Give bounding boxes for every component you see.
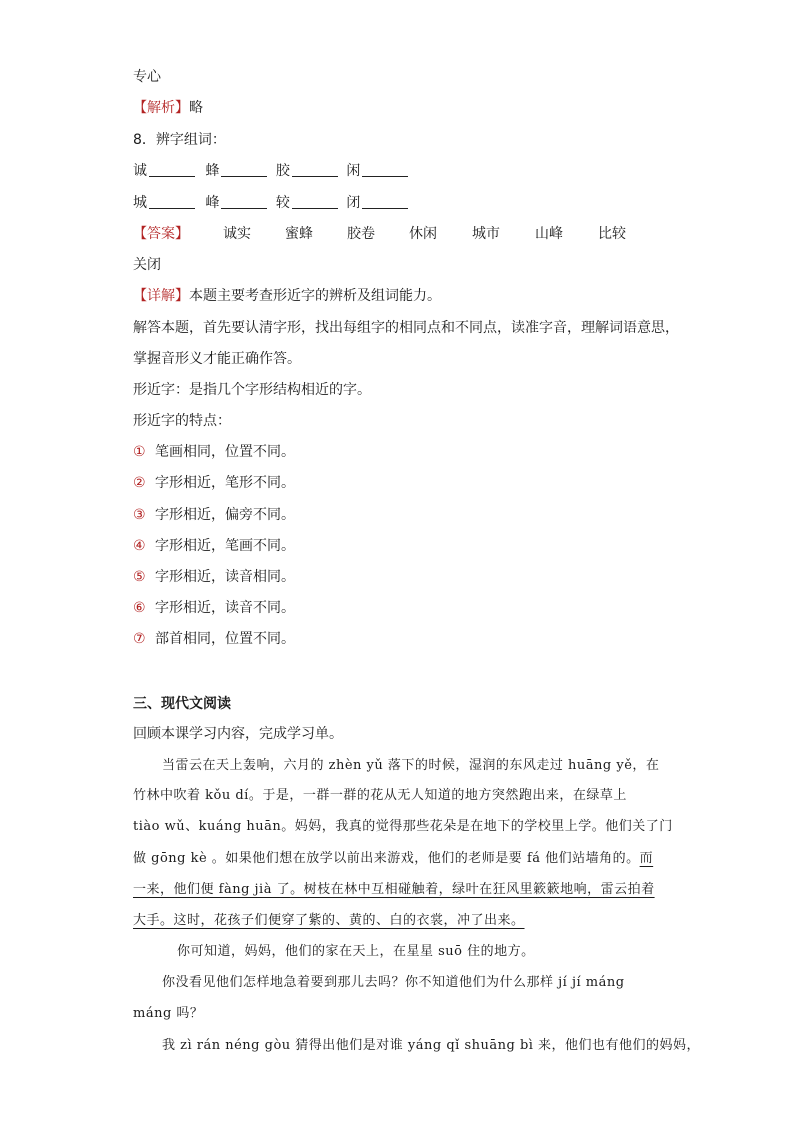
feature-item (133, 629, 295, 649)
feature-number: ⑥ (133, 600, 146, 616)
detail-text: 本题主要考查形近字的辨析及组词能力。 (189, 288, 441, 304)
answer-blank (221, 194, 267, 209)
feature-item (133, 598, 295, 618)
feature-number: ① (133, 444, 146, 460)
definition-line: 形近字：是指几个字形结构相近的字。 (133, 382, 371, 398)
answer-word: 山峰 (535, 226, 563, 242)
word-cell: 峰 (205, 193, 271, 213)
word-cell: 诚 (133, 161, 201, 181)
feature-text: 字形相近，笔画不同。 (155, 538, 295, 554)
word-cell: 胶 (276, 161, 342, 181)
feature-text: 字形相近，偏旁不同。 (155, 507, 295, 523)
jiexi-text: 略 (189, 100, 203, 116)
feature-item (133, 442, 295, 462)
word-cell: 闲 (346, 161, 412, 181)
answer-blank (362, 194, 408, 209)
features-title: 形近字的特点： (133, 413, 231, 429)
feature-text: 字形相近，读音不同。 (155, 600, 295, 616)
passage-line-underlined: 大手。这时，花孩子们便穿了紫的、黄的、白的衣裳，冲了出来。 (133, 913, 525, 928)
passage-line: 竹林中吹着 kǒu dí。于是，一群一群的花从无人知道的地方突然跑出来，在绿草上 (133, 788, 627, 803)
answer-word: 比较 (598, 226, 626, 242)
answer-line (133, 224, 626, 244)
section-3-title: 三、现代文阅读 (133, 696, 231, 712)
answer-last: 关闭 (133, 257, 161, 273)
passage-line: 当雷云在天上轰响，六月的 zhèn yǔ 落下的时候，湿润的东风走过 huāng yě，在 (162, 758, 660, 773)
answer-blank (221, 162, 267, 177)
passage-line: 你没看见他们怎样地急着要到那儿去吗？你不知道他们为什么那样 jí jí máng (162, 975, 625, 990)
word-cell: 闭 (346, 193, 412, 213)
section-3-intro: 回顾本课学习内容，完成学习单。 (133, 726, 343, 742)
feature-text: 字形相近，笔形不同。 (155, 475, 295, 491)
word-row-1 (133, 161, 412, 181)
feature-number: ⑤ (133, 569, 146, 585)
top-answer: 专心 (133, 69, 161, 85)
word-cell: 蜂 (205, 161, 271, 181)
passage-line: máng 吗？ (133, 1006, 204, 1021)
para1-line2: 掌握音形义才能正确作答。 (133, 351, 301, 367)
jiexi-label: 【解析】 (133, 100, 189, 116)
detail-line (133, 286, 441, 306)
answer-word: 城市 (472, 226, 500, 242)
feature-item (133, 567, 295, 587)
feature-number: ② (133, 475, 146, 491)
feature-text: 部首相同，位置不同。 (155, 631, 295, 647)
answer-blank (362, 162, 408, 177)
word-cell: 较 (276, 193, 342, 213)
word-row-2 (133, 193, 412, 213)
jiexi-line (133, 98, 203, 118)
feature-number: ⑦ (133, 631, 146, 647)
answer-word: 胶卷 (347, 226, 375, 242)
feature-item (133, 473, 295, 493)
passage-line: 我 zì rán néng gòu 猜得出他们是对谁 yáng qǐ shuāng bì 来，他们也有他们的妈妈， (162, 1038, 701, 1053)
answer-word: 休闲 (409, 226, 437, 242)
feature-item (133, 505, 295, 525)
feature-number: ④ (133, 538, 146, 554)
answer-blank (292, 162, 338, 177)
detail-label: 【详解】 (133, 288, 189, 304)
feature-number: ③ (133, 507, 146, 523)
answer-label: 【答案】 (133, 226, 189, 242)
passage-line: 做 gōng kè 。如果他们想在放学以前出来游戏，他们的老师是要 fá 他们站墙角的。而 (133, 851, 654, 866)
question-8-title: 8．辨字组词： (133, 132, 226, 148)
answer-blank (149, 194, 195, 209)
passage-line: 你可知道，妈妈，他们的家在天上，在星星 suō 住的地方。 (177, 944, 535, 959)
passage-line: tiào wǔ、kuáng huān。妈妈，我真的觉得那些花朵是在地下的学校里上学。他们关了门 (133, 819, 673, 834)
passage-line-underlined: 一来，他们便 fàng jià 了。树枝在林中互相碰触着，绿叶在狂风里簌簌地响，雷云拍着 (133, 882, 655, 897)
para1-line1: 解答本题，首先要认清字形，找出每组字的相同点和不同点，读准字音，理解词语意思， (133, 320, 679, 336)
feature-item (133, 536, 295, 556)
answer-word: 诚实 (223, 226, 251, 242)
feature-text: 字形相近，读音相同。 (155, 569, 295, 585)
feature-text: 笔画相同，位置不同。 (155, 444, 295, 460)
answer-word: 蜜蜂 (285, 226, 313, 242)
answer-blank (292, 194, 338, 209)
word-cell: 城 (133, 193, 201, 213)
answer-blank (149, 162, 195, 177)
underlined-text: 而 (639, 851, 654, 866)
